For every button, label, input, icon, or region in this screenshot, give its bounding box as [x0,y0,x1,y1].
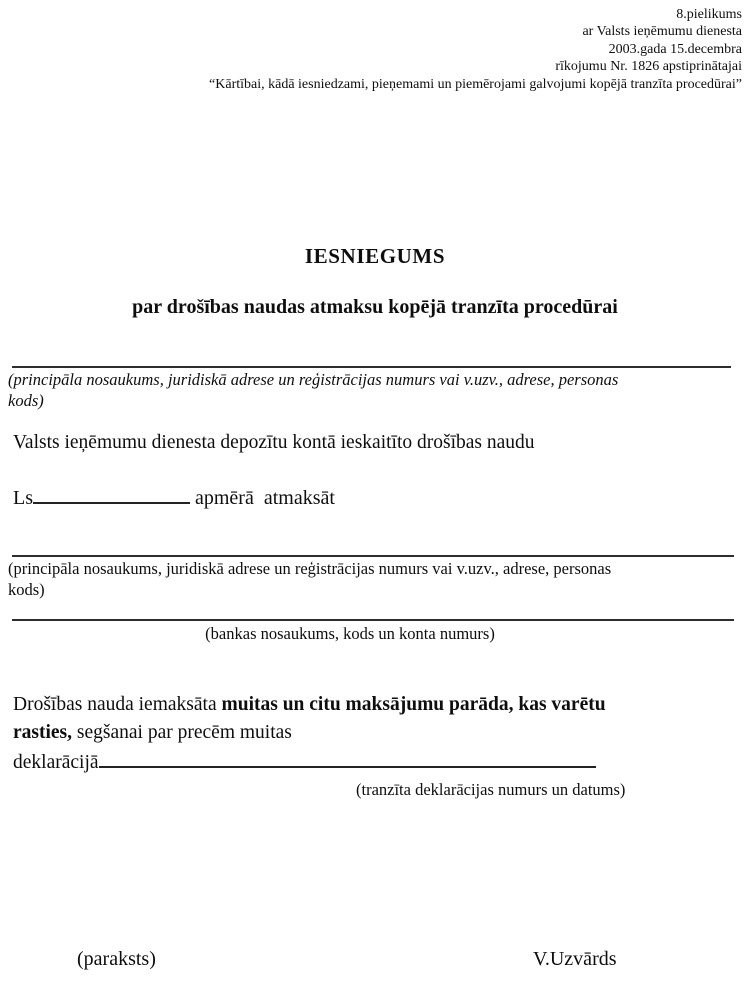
declaration-caption: (tranzīta deklarācijas numurs un datums) [356,780,626,799]
purpose-line1-normal: Drošības nauda iemaksāta [13,694,217,715]
bank-field-caption: (bankas nosaukums, kods un konta numurs) [205,624,495,643]
deposit-statement: Valsts ieņēmumu dienesta depozītu kontā ieskaitīto drošības naudu [13,432,535,453]
document-title: IESNIEGUMS [304,244,446,268]
declaration-blank-line [99,746,596,768]
issuing-authority: ar Valsts ieņēmumu dienesta [582,24,742,40]
declaration-label: deklarācijā [13,752,99,773]
purpose-line1-bold: muitas un citu maksājumu parāda, kas varētu [221,694,606,715]
currency-label: Ls [13,487,33,509]
order-number: rīkojumu Nr. 1826 apstiprinātajai [555,59,742,75]
recipient-field-caption [8,559,748,600]
principal-field-caption-line2: kods) [8,390,44,410]
approval-date: 2003.gada 15.decembra [608,41,742,57]
recipient-field-line [12,555,734,557]
purpose-line-1 [13,691,725,719]
purpose-line2-normal: segšanai par precēm muitas [76,721,292,743]
regulation-title: “Kārtībai, kādā iesniedzami, pieņemami un piemērojami galvojumi kopējā tranzīta procedūrai” [209,76,742,92]
principal-field-line [12,366,731,368]
signatory-name: V.Uzvārds [533,948,617,970]
annex-number: 8.pielikums [676,7,742,22]
purpose-paragraph [13,691,725,777]
bank-field-line [12,619,734,621]
purpose-line-2 [13,719,725,747]
amount-suffix: apmērā atmaksāt [195,487,335,509]
amount-line [13,484,335,510]
signature-label: (paraksts) [77,948,156,970]
principal-field-caption-line1: (principāla nosaukums, juridiskā adrese un reģistrācijas numurs vai v.uzv., adrese, personas [8,370,619,389]
declaration-line [13,746,725,777]
purpose-line2-bold: rasties, [13,721,73,743]
amount-blank-line [33,484,190,504]
document-subtitle: par drošības naudas atmaksu kopējā tranzīta procedūrai [132,296,618,318]
recipient-field-caption-line2: kods) [8,579,45,599]
approval-header [42,6,742,93]
recipient-field-caption-line1: (principāla nosaukums, juridiskā adrese un reģistrācijas numurs vai v.uzv., adrese, personas [8,559,612,578]
principal-field-caption [8,370,748,411]
